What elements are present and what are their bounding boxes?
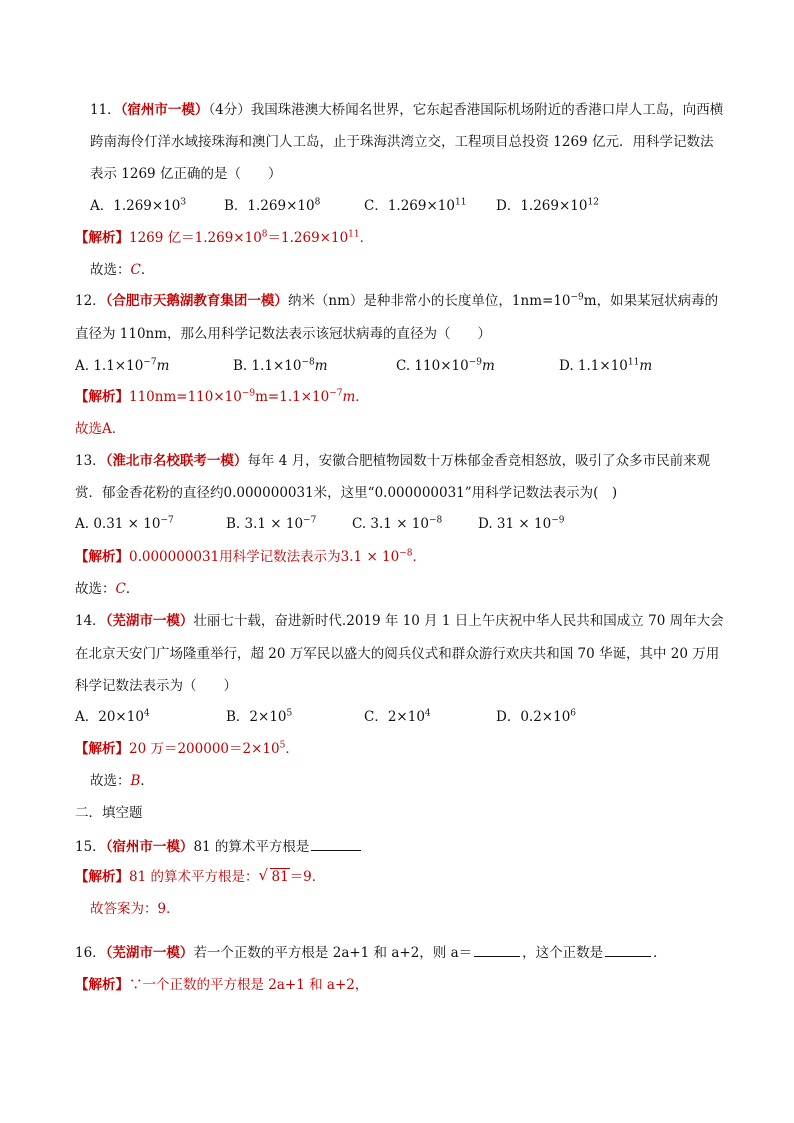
q16-line1: 16．（芜湖市一模）若一个正数的平方根是 2a+1 和 a+2，则 a＝ ，这个正数是 ． bbox=[75, 942, 667, 962]
q11-option-c: C．$1.269\times 10^{11}$ bbox=[364, 197, 467, 214]
analysis-tag: 【解析】 bbox=[75, 869, 129, 885]
analysis-tag: 【解析】 bbox=[75, 977, 129, 993]
section-heading: 二．填空题 bbox=[75, 805, 143, 821]
q14-analysis: 【解析】20 万$=200000=2\times 10^5$． bbox=[75, 740, 299, 757]
analysis-tag: 【解析】 bbox=[75, 741, 129, 757]
q11-option-d: D．$1.269\times 10^{12}$ bbox=[496, 197, 599, 214]
q12-source: （合肥市天鹅湖教育集团一模） bbox=[105, 293, 288, 309]
q14-line3: 科学记数法表示为（ ） bbox=[75, 678, 237, 694]
analysis-tag: 【解析】 bbox=[75, 230, 129, 246]
answer-blank bbox=[474, 942, 520, 957]
q11-source: （宿州市一模） bbox=[120, 102, 209, 118]
q13-answer: 故选：C． bbox=[75, 581, 140, 597]
q14-option-d: D．$0.2\times 10^6$ bbox=[496, 708, 577, 725]
q12-option-d: D. $1.1\times 10^{11}m$ bbox=[559, 357, 653, 374]
q13-option-d: D. $31 \times 10^{-9}$ bbox=[478, 515, 565, 532]
q15-analysis: 【解析】81 的算术平方根是： √ 81＝9． bbox=[75, 866, 326, 885]
q11-line2: 跨南海伶仃洋水域接珠海和澳门人工岛，止于珠海洪湾立交，工程项目总投资 1269 亿元．用科学记数法 bbox=[90, 134, 714, 150]
q14-line1: 14．（芜湖市一模）壮丽七十载，奋进新时代.2019 年 10 月 1 日上午庆祝中华人民共和国成立 70 周年大会 bbox=[75, 613, 724, 629]
q14-option-c: C．$2\times 10^4$ bbox=[364, 708, 431, 725]
q16-source: （芜湖市一模） bbox=[105, 945, 194, 961]
q13-option-c: C. $3.1 \times 10^{-8}$ bbox=[352, 515, 443, 532]
answer-blank bbox=[605, 942, 651, 957]
q11-option-b: B．$1.269\times 10^8$ bbox=[224, 197, 321, 214]
q12-line2: 直径为 110nm，那么用科学记数法表示该冠状病毒的直径为（ ） bbox=[75, 326, 492, 342]
q13-line2: 赏．郁金香花粉的直径约0.000000031米，这里“0.000000031”用科学记数法表示为( ) bbox=[75, 485, 618, 501]
q12-option-a: A. $1.1\times 10^{-7}m$ bbox=[75, 357, 170, 374]
q13-option-b: B. $3.1 \times 10^{-7}$ bbox=[226, 515, 317, 532]
q11-analysis: 【解析】1269 亿$=1.269\times 10^8=1.269\times 10^{11}$． bbox=[75, 229, 374, 246]
q14-line2: 在北京天安门广场隆重举行，超 20 万军民以盛大的阅兵仪式和群众游行欢庆共和国 70 华诞，其中 20 万用 bbox=[75, 646, 720, 662]
q12-option-c: C. $110\times 10^{-9}m$ bbox=[396, 357, 495, 374]
analysis-tag: 【解析】 bbox=[75, 549, 129, 565]
q13-line1: 13．（淮北市名校联考一模）每年 4 月，安徽合肥植物园数十万株郁金香竞相怒放，吸引了众多市民前来观 bbox=[75, 453, 711, 469]
sqrt-symbol: √ 81 bbox=[258, 866, 289, 885]
analysis-tag: 【解析】 bbox=[75, 389, 129, 405]
q15-answer: 故答案为：9． bbox=[90, 901, 180, 917]
q13-analysis: 【解析】0.000000031用科学记数法表示为$3.1 \times 10^{-8}$． bbox=[75, 548, 427, 565]
q11-line3: 表示 1269 亿正确的是（ ） bbox=[90, 166, 282, 182]
q12-option-b: B. $1.1\times 10^{-8}m$ bbox=[233, 357, 328, 374]
q15-line1: 15．（宿州市一模）81 的算术平方根是 bbox=[75, 836, 363, 856]
q12-line1: 12．（合肥市天鹅湖教育集团一模）纳米（nm）是种非常小的长度单位，$1nm=10^{-9}m$，如果某冠状病毒的 bbox=[75, 292, 719, 309]
q12-answer: 故选A． bbox=[75, 421, 126, 437]
q11-answer: 故选：C． bbox=[90, 262, 155, 278]
q16-analysis: 【解析】∵一个正数的平方根是 2a+1 和 a+2， bbox=[75, 977, 369, 993]
answer-blank bbox=[311, 836, 361, 851]
q14-option-b: B．$2\times 10^5$ bbox=[226, 708, 293, 725]
q11-option-a: A．$1.269\times 10^3$ bbox=[90, 197, 187, 214]
q14-answer: 故选：B． bbox=[90, 773, 154, 789]
q14-source: （芜湖市一模） bbox=[105, 613, 194, 629]
q13-option-a: A. $0.31 \times 10^{-7}$ bbox=[75, 515, 174, 532]
q13-source: （淮北市名校联考一模） bbox=[105, 453, 248, 469]
q15-source: （宿州市一模） bbox=[105, 839, 194, 855]
q14-option-a: A．$20\times 10^4$ bbox=[75, 708, 150, 725]
q12-analysis: 【解析】$110nm=110\times 10^{-9}m=1.1\times 10^{-7}m$． bbox=[75, 388, 369, 405]
q11-line1: 11．（宿州市一模）（4分）我国珠港澳大桥闻名世界，它东起香港国际机场附近的香港口岸人工岛，向西横 bbox=[90, 102, 724, 118]
